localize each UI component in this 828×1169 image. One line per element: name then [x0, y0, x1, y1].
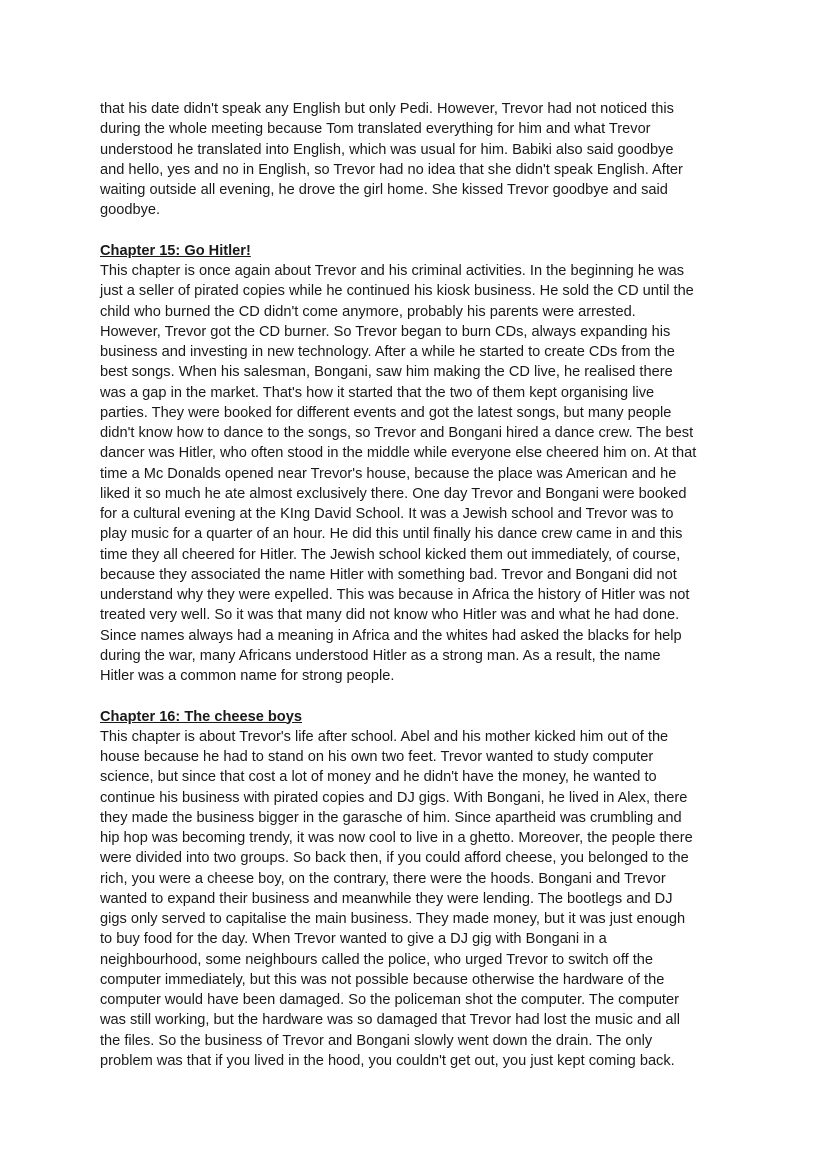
chapter-15-heading: Chapter 15: Go Hitler! — [100, 242, 251, 259]
intro-paragraph: that his date didn't speak any English but only Pedi. However, Trevor had not noticed this during the whole meeting because Tom translated everything for him and what Trevor understood he translated into English, which was usual for him. Babiki also said goodbye and hello, yes and no in English, so Trevor had no idea that she didn't speak English. After waiting outside all evening, he drove the girl home. She kissed Trevor goodbye and said goodbye. — [100, 101, 683, 219]
chapter-15-section — [100, 241, 740, 687]
chapter-16-heading: Chapter 16: The cheese boys — [100, 708, 302, 725]
document-page — [100, 99, 740, 1071]
chapter-16-body: This chapter is about Trevor's life after school. Abel and his mother kicked him out of the house because he had to stand on his own two feet. Trevor wanted to study computer science, but since that cost a lot of money and he didn't have the money, he wanted to continue his business with pirated copies and DJ gigs. With Bongani, he lived in Alex, there they made the business bigger in the garasche of him. Since apartheid was crumbling and hip hop was becoming trendy, it was now cool to live in a ghetto. Moreover, the people there were divided into two groups. So back then, if you could afford cheese, you belonged to the rich, you were a cheese boy, on the contrary, there were the hoods. Bongani and Trevor wanted to expand their business and meanwhile they were lending. The bootlegs and DJ gigs only served to capitalise the main business. They made money, but it was just enough to buy food for the day. When Trevor wanted to give a DJ gig with Bongani in a neighbourhood, some neighbours called the police, who urged Trevor to switch off the computer immediately, but this was not possible because otherwise the hardware of the computer would have been damaged. So the policeman shot the computer. The computer was still working, but the hardware was so damaged that Trevor had lost the music and all the files. So the business of Trevor and Bongani slowly went down the drain. The only problem was that if you lived in the hood, you couldn't get out, you just kept coming back. — [100, 728, 693, 1069]
chapter-15-body: This chapter is once again about Trevor and his criminal activities. In the beginning he was just a seller of pirated copies while he continued his kiosk business. He sold the CD until the child who burned the CD didn't come anymore, probably his parents were arrested. However, Trevor got the CD burner. So Trevor began to burn CDs, always expanding his business and investing in new technology. After a while he started to create CDs from the best songs. When his salesman, Bongani, saw him making the CD live, he realised there was a gap in the market. That's how it started that the two of them kept organising live parties. They were booked for different events and got the latest songs, but many people didn't know how to dance to the songs, so Trevor and Bongani hired a dance crew. The best dancer was Hitler, who often stood in the middle while everyone else cheered him on. At that time a Mc Donalds opened near Trevor's house, because the place was American and he liked it so much he ate almost exclusively there. One day Trevor and Bongani were booked for a cultural evening at the KIng David School. It was a Jewish school and Trevor was to play music for a quarter of an hour. He did this until finally his dance crew came in and this time they all cheered for Hitler. The Jewish school kicked them out immediately, of course, because they associated the name Hitler with something bad. Trevor and Bongani did not understand why they were expelled. This was because in Africa the history of Hitler was not treated very well. So it was that many did not know who Hitler was and what he had done. Since names always had a meaning in Africa and the whites had asked the blacks for help during the war, many Africans understood Hitler as a strong man. As a result, the name Hitler was a common name for strong people. — [100, 263, 697, 684]
chapter-16-section — [100, 707, 740, 1072]
